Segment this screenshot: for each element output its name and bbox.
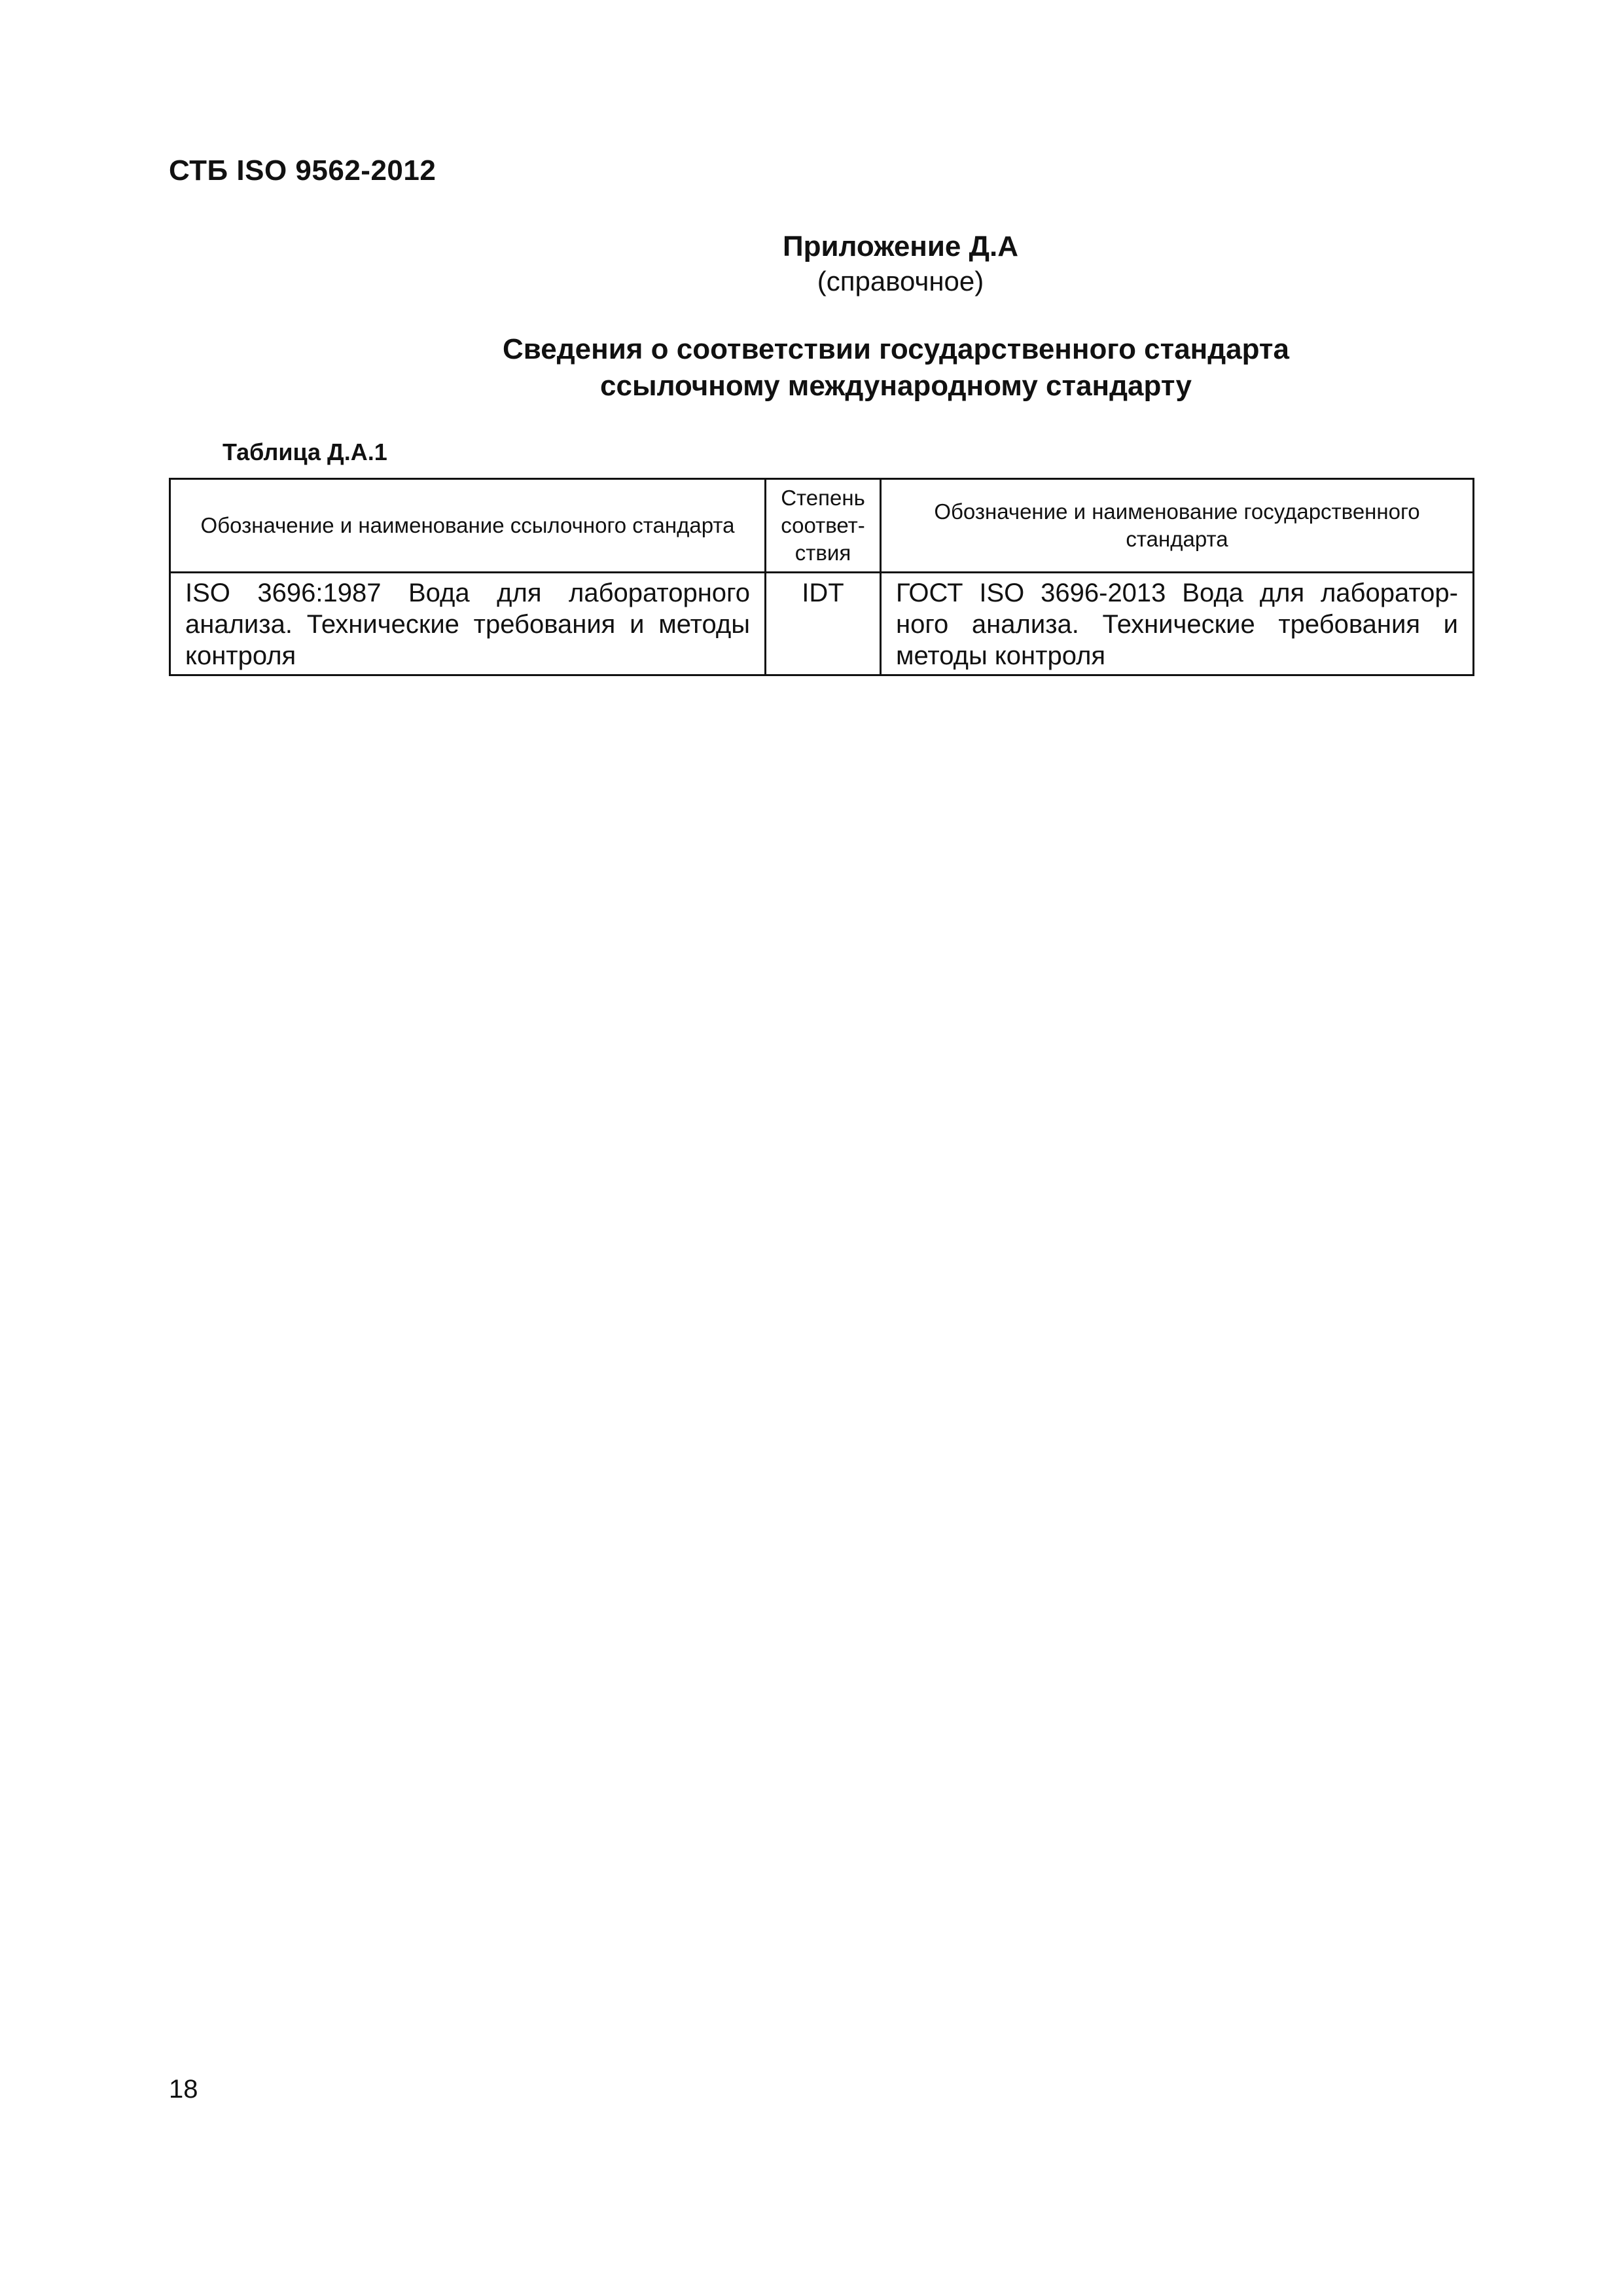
cell-degree-of-correspondence: IDT [766,573,881,675]
cell-reference-standard: ISO 3696:1987 Вода для лабораторного анализа. Технические требования и методы контроля [170,573,766,675]
section-heading-line-2: ссылочному международному стандарту [600,370,1192,402]
column-header-degree-of-correspondence: Степень соответ- ствия [766,479,881,573]
correspondence-table [169,478,1474,676]
table-caption: Таблица Д.А.1 [223,439,387,465]
section-heading [0,331,1623,404]
page-number: 18 [169,2075,198,2104]
cell-national-standard: ГОСТ ISO 3696-2013 Вода для лаборатор- ного анализа. Технические требования и методы контроля [881,573,1474,675]
table-row [170,573,1474,675]
table-header-row [170,479,1474,573]
column-header-reference-standard: Обозначение и наименование ссылочного стандарта [170,479,766,573]
column-header-national-standard: Обозначение и наименование государственного стандарта [881,479,1474,573]
annex-title: Приложение Д.А [783,230,1018,262]
document-code: СТБ ISO 9562-2012 [169,154,437,187]
annex-status: (справочное) [817,266,984,296]
section-heading-line-1: Сведения о соответствии государственного стандарта [503,333,1289,365]
